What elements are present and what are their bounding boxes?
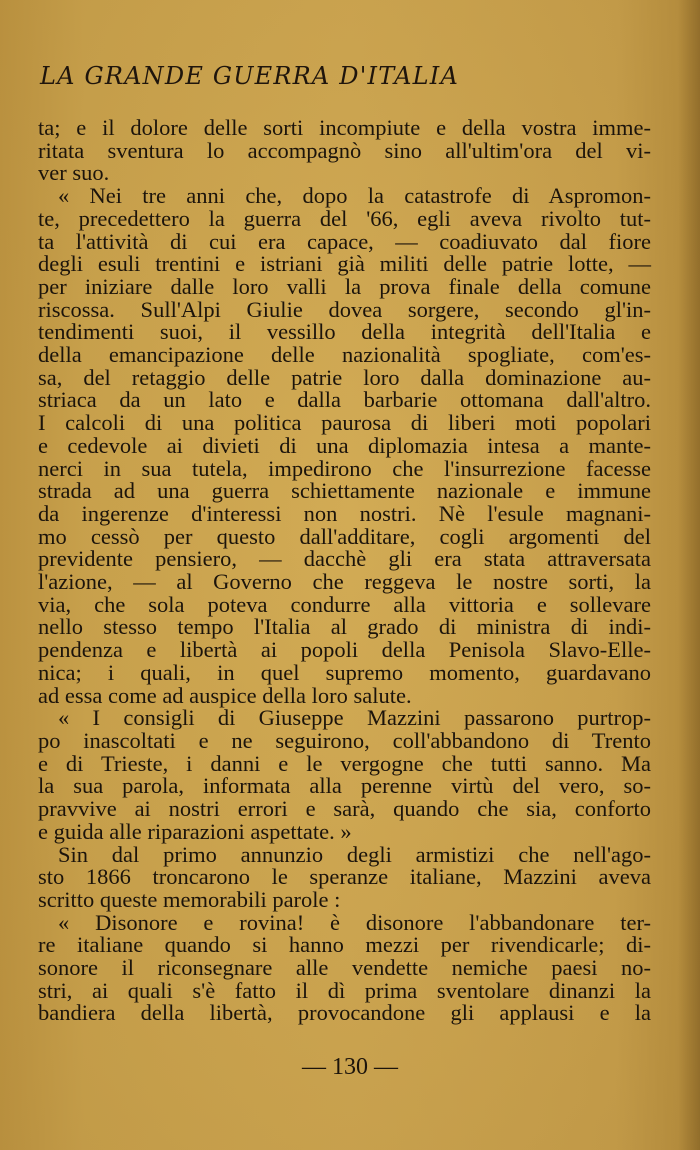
text-line: po inascoltati e ne seguirono, coll'abbandono di Trento (38, 727, 651, 753)
text-line: da ingerenze d'interessi non nostri. Nè l'esule magnani- (38, 500, 651, 526)
text-line: della emancipazione delle nazionalità spogliate, com'es- (38, 342, 651, 368)
text-line: I calcoli di una politica paurosa di liberi moti popolari (38, 410, 651, 436)
text-line: nello stesso tempo l'Italia al grado di ministra di indi- (38, 614, 651, 640)
text-line: striaca da un lato e dalla barbarie ottomana dall'altro. (38, 387, 651, 413)
text-line: ritata sventura lo accompagnò sino all'ultim'ora del vi- (38, 137, 651, 163)
text-line: riscossa. Sull'Alpi Giulie dovea sorgere, secondo gl'in- (38, 296, 651, 322)
page-edge-shadow (678, 0, 700, 1150)
text-line: Sin dal primo annunzio degli armistizi che nell'ago- (58, 841, 651, 867)
text-line: sonore il riconsegnare alle vendette nemiche paesi no- (38, 955, 651, 981)
text-line: nerci in sua tutela, impedirono che l'insurrezione facesse (38, 455, 651, 481)
text-line: « I consigli di Giuseppe Mazzini passarono purtrop- (58, 705, 651, 731)
text-line: ta; e il dolore delle sorti incompiute e della vostra imme- (38, 115, 651, 140)
text-line: sto 1866 troncarono le speranze italiane, Mazzini aveva (38, 864, 651, 890)
text-line: re italiane quando si hanno mezzi per rivendicarle; di- (38, 932, 651, 958)
text-line: degli esuli trentini e istriani già militi delle patrie lotte, — (38, 251, 651, 277)
text-line: previdente pensiero, — dacchè gli era stata attraversata (38, 546, 651, 572)
text-line: mo cessò per questo dall'additare, cogli argomenti del (38, 523, 651, 549)
text-line: per iniziare dalle loro valli la prova finale della comune (38, 273, 651, 299)
text-line: ver suo. (38, 160, 110, 186)
text-line: tendimenti suoi, il vessillo della integrità dell'Italia e (38, 319, 651, 345)
text-line: sa, del retaggio delle patrie loro dalla dominazione au- (38, 364, 651, 390)
text-line: « Nei tre anni che, dopo la catastrofe di Aspromon- (58, 183, 651, 209)
text-line: te, precedettero la guerra del '66, egli aveva rivolto tut- (38, 205, 651, 231)
body-text (38, 117, 651, 1025)
text-line: bandiera della libertà, provocandone gli applausi e la (38, 1000, 651, 1026)
text-line: strada ad una guerra schiettamente nazionale e immune (38, 478, 651, 504)
text-line: la sua parola, informata alla perenne virtù del vero, so- (38, 773, 651, 799)
text-line: stri, ai quali s'è fatto il dì prima sventolare dinanzi la (38, 977, 651, 1003)
text-line: nica; i quali, in quel supremo momento, guardavano (38, 659, 651, 685)
text-line: l'azione, — al Governo che reggeva le nostre sorti, la (38, 569, 651, 595)
text-line: ad essa come ad auspice della loro salute. (38, 682, 412, 708)
running-head: LA GRANDE GUERRA D'ITALIA (40, 62, 459, 90)
text-line: ta l'attività di cui era capace, — coadiuvato dal fiore (38, 228, 651, 254)
text-line: pravvive ai nostri errori e sarà, quando che sia, conforto (38, 796, 651, 822)
text-line: e guida alle riparazioni aspettate. » (38, 818, 352, 844)
text-line: via, che sola poteva condurre alla vittoria e sollevare (38, 591, 651, 617)
text-line: e cedevole ai divieti di una diplomazia intesa a mante- (38, 432, 651, 458)
text-line: « Disonore e rovina! è disonore l'abbandonare ter- (58, 909, 651, 935)
text-line: e di Trieste, i danni e le vergogne che tutti sanno. Ma (38, 750, 651, 776)
text-line: scritto queste memorabili parole : (38, 886, 341, 912)
page-number: — 130 — (302, 1054, 398, 1080)
text-line: pendenza e libertà ai popoli della Penisola Slavo-Elle- (38, 637, 651, 663)
